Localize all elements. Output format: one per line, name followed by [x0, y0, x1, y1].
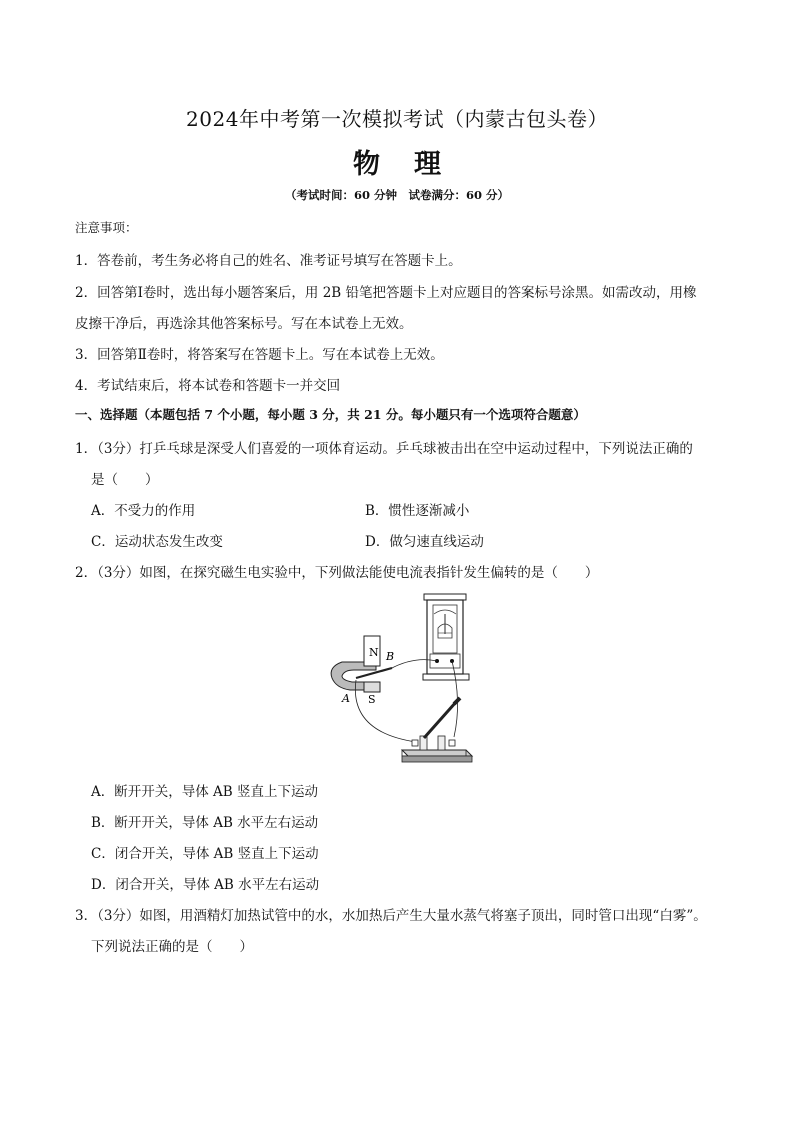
switch-icon — [402, 698, 472, 762]
q1-option-c: C．运动状态发生改变 — [91, 534, 223, 550]
note-item-1: 1．答卷前，考生务必将自己的姓名、准考证号填写在答题卡上。 — [75, 253, 462, 269]
q1-option-a: A．不受力的作用 — [91, 503, 196, 519]
label-s: S — [368, 693, 376, 706]
section-heading: 一、选择题（本题包括 7 个小题，每小题 3 分，共 21 分。每小题只有一个选项符合题意） — [75, 407, 586, 422]
subject-title: 物理 — [353, 149, 475, 180]
notes-heading: 注意事项： — [75, 220, 138, 235]
note-item-2: 2．回答第Ⅰ卷时，选出每小题答案后，用 2B 铅笔把答题卡上对应题目的答案标号涂黑。如需改动，用橡 — [75, 285, 697, 301]
label-n: N — [369, 646, 379, 659]
note-item-2-cont: 皮擦干净后，再选涂其他答案标号。写在本试卷上无效。 — [75, 316, 413, 332]
q1-stem-line1: 1．（3分）打乒乓球是深受人们喜爱的一项体育运动。乒乓球被击出在空中运动过程中，下列说法正确的 — [75, 441, 693, 457]
q2-option-b: B．断开开关，导体 AB 水平左右运动 — [91, 815, 319, 831]
q1-option-d: D．做匀速直线运动 — [365, 534, 484, 550]
q2-option-a: A．断开开关，导体 AB 竖直上下运动 — [91, 784, 319, 800]
q1-option-b: B．惯性逐渐减小 — [365, 503, 470, 519]
galvanometer-icon — [423, 594, 469, 680]
label-b: B — [386, 650, 395, 663]
u-magnet-icon — [331, 636, 394, 706]
q3-stem-line2: 下列说法正确的是（ ） — [91, 939, 253, 955]
electromagnetic-induction-figure — [324, 592, 474, 767]
exam-info: （考试时间：60 分钟 试卷满分：60 分） — [284, 188, 509, 202]
label-a: A — [342, 692, 350, 705]
note-item-3: 3．回答第Ⅱ卷时，将答案写在答题卡上。写在本试卷上无效。 — [75, 347, 444, 363]
q2-option-c: C．闭合开关，导体 AB 竖直上下运动 — [91, 846, 319, 862]
q3-stem-line1: 3．（3分）如图，用酒精灯加热试管中的水，水加热后产生大量水蒸气将塞子顶出，同时管口出现“白雾”。 — [75, 908, 707, 924]
exam-title: 2024年中考第一次模拟考试（内蒙古包头卷） — [186, 107, 608, 131]
q1-stem-line2: 是（ ） — [91, 472, 159, 488]
note-item-4: 4．考试结束后，将本试卷和答题卡一并交回 — [75, 378, 341, 394]
q2-stem: 2．（3分）如图，在探究磁生电实验中，下列做法能使电流表指针发生偏转的是（ ） — [75, 565, 599, 581]
q2-option-d: D．闭合开关，导体 AB 水平左右运动 — [91, 877, 320, 893]
